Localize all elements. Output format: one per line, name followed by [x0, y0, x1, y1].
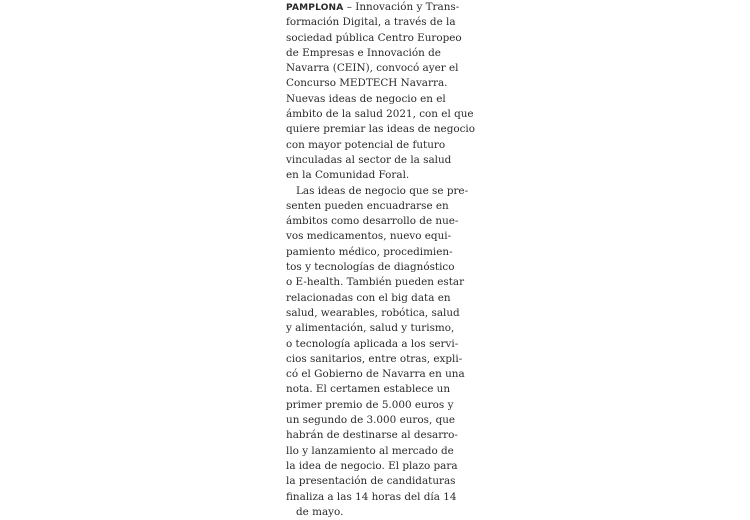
article-line: finaliza a las 14 horas del día 14: [286, 490, 457, 503]
article-line: de mayo.: [296, 505, 344, 518]
article-line: en la Comunidad Foral.: [286, 169, 410, 182]
article-line: [286, 0, 466, 15]
article-line: Navarra (CEIN), convocó ayer el: [286, 62, 459, 75]
article-line: vos medicamentos, nuevo equi-: [286, 230, 452, 243]
article-line: relacionadas con el big data en: [286, 291, 451, 304]
article-line: habrán de destinarse al desarro-: [286, 429, 458, 442]
article-line: de Empresas e Innovación de: [286, 46, 441, 59]
article-column: [286, 0, 475, 518]
article-line: senten pueden encuadrarse en: [286, 199, 449, 212]
article-line: Concurso MEDTECH Navarra.: [286, 77, 448, 90]
article-line: có el Gobierno de Navarra en una: [286, 368, 465, 381]
article-line: nota. El certamen establece un: [286, 383, 451, 396]
article-line: tos y tecnologías de diagnóstico: [286, 261, 455, 274]
article-line: cios sanitarios, entre otras, expli-: [286, 352, 463, 365]
article-line: ámbito de la salud 2021, con el que: [286, 108, 474, 121]
article-line: Las ideas de negocio que se pre-: [296, 184, 469, 197]
article-line: salud, wearables, robótica, salud: [286, 306, 460, 319]
article-line: vinculadas al sector de la salud: [286, 153, 452, 166]
article-line: ámbitos como desarrollo de nue-: [286, 215, 459, 228]
article-line: sociedad pública Centro Europeo: [286, 31, 462, 44]
article-line: llo y lanzamiento al mercado de: [286, 444, 454, 457]
article-line: un segundo de 3.000 euros, que: [286, 414, 456, 427]
article-line: o E-health. También pueden estar: [286, 276, 465, 289]
article-line: formación Digital, a través de la: [286, 16, 456, 29]
article-line: pamiento médico, procedimien-: [286, 245, 453, 258]
article-line: quiere premiar las ideas de negocio: [286, 123, 475, 136]
article-line: con mayor potencial de futuro: [286, 138, 446, 151]
article-dateline: PAMPLONA: [286, 3, 344, 13]
article-line: o tecnología aplicada a los servi-: [286, 337, 459, 350]
article-line: la idea de negocio. El plazo para: [286, 459, 458, 472]
article-lead-text: – Innovación y Trans-: [343, 1, 460, 13]
article-line: Nuevas ideas de negocio en el: [286, 92, 446, 105]
article-line: la presentación de candidaturas: [286, 475, 456, 488]
article-line: primer premio de 5.000 euros y: [286, 398, 454, 411]
article-line: y alimentación, salud y turismo,: [286, 322, 455, 335]
